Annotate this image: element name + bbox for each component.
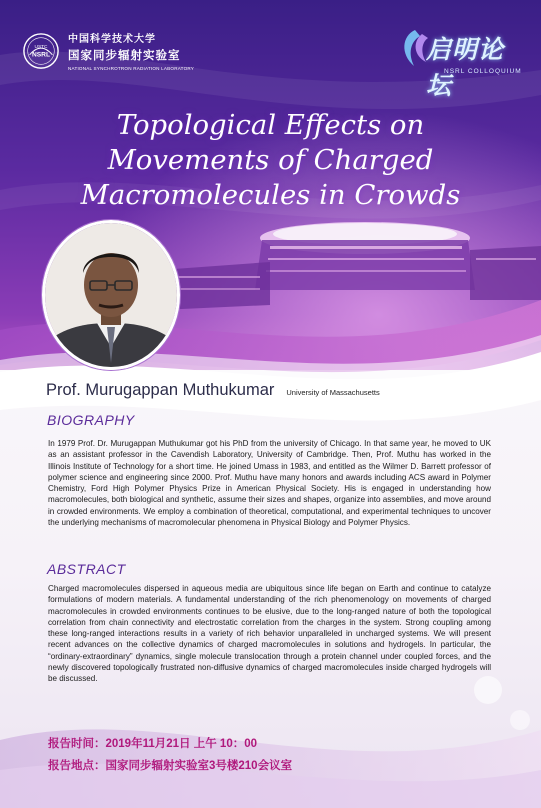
institute-logo xyxy=(22,30,194,71)
abstract-text: Charged macromolecules dispersed in aqueous media are ubiquitous since life began on Earth and continue to catalyze formulations of modern materials. A fundamental understanding of the rich phenomenology on movements of charged macromolecules in crowded environments continues to be elusive, due to the long-ranged nature of both the topological correlation from chain connectivity and electrostatic correlation from the charges in the system. Strong coupling among these long-ranged interactions results in a variety of rich behavior unparalleled in uncharged systems. We will present recent advances on the collective dynamics of charged macromolecules in solutions and hydrogels. In particular, the “ordinary-extraordinary” dynamics, single molecule translocation through a protein channel under coupled forces, and the newly discovered topologically frustrated non-diffusive dynamics of charged macromolecules inside charged hydrogels will be discussed. xyxy=(48,584,491,684)
institute-text xyxy=(68,30,194,71)
event-time-label: 报告时间： xyxy=(48,738,106,750)
speaker-affiliation: University of Massachusetts xyxy=(286,388,380,397)
speaker-photo-icon xyxy=(45,223,177,367)
laboratory-name-cn: 国家同步辐射实验室 xyxy=(68,50,181,62)
speaker-line xyxy=(46,381,380,400)
institute-name-cn: 中国科学技术大学 xyxy=(68,34,156,45)
colloquium-name-cn: 启明论坛 xyxy=(426,36,505,100)
svg-text:USTC: USTC xyxy=(34,44,48,50)
event-time-value: 2019年11月21日 上午 10：00 xyxy=(105,738,258,750)
biography-text: In 1979 Prof. Dr. Murugappan Muthukumar got his PhD from the university of Chicago. In that same year, he moved to UK as an assistant professor in the Cavendish Laboratory, University of Cambridge. Then, Prof. Muthu has worked in the Illinois Institute of Technology for a short time. He joined Umass in 1983, and entitled as the Wilmer D. Barrett professor of polymer science and engineering since 2000. Prof. Muthu have many honors and awards including ACS award in Polymer Chemistry, Ford High Polymer Physics Prize in American Physical Society. His is engaged in understanding how macromolecules, both biological and synthetic, assume their sizes and shapes, organize into assemblies, and move around in crowded environments. We employ a combination of theoretical, computational, and experimental techniques to uncover the underlying mechanisms of macromolecular phenomena in Physical Biology and Polymer Physics. xyxy=(48,439,491,528)
abstract-heading: ABSTRACT xyxy=(47,561,126,577)
talk-title xyxy=(0,108,541,213)
event-location-label: 报告地点： xyxy=(48,760,106,772)
event-time xyxy=(48,735,257,751)
speaker-name: Prof. Murugappan Muthukumar xyxy=(46,381,275,399)
speaker-portrait xyxy=(42,220,180,370)
colloquium-logo xyxy=(398,22,528,100)
biography-heading: BIOGRAPHY xyxy=(47,412,135,428)
svg-text:NSRL: NSRL xyxy=(31,51,51,59)
colloquium-name-en: NSRL COLLOQUIUM xyxy=(444,68,522,75)
talk-title-line: Topological Effects on xyxy=(116,109,425,141)
institute-seal-icon xyxy=(22,32,60,70)
talk-title-line: Macromolecules in Crowds xyxy=(80,179,461,211)
event-location-value: 国家同步辐射实验室3号楼210会议室 xyxy=(105,760,293,772)
laboratory-name-en: NATIONAL SYNCHROTRON RADIATION LABORATORY xyxy=(68,66,195,71)
event-location xyxy=(48,757,292,773)
talk-title-line: Movements of Charged xyxy=(107,144,434,176)
